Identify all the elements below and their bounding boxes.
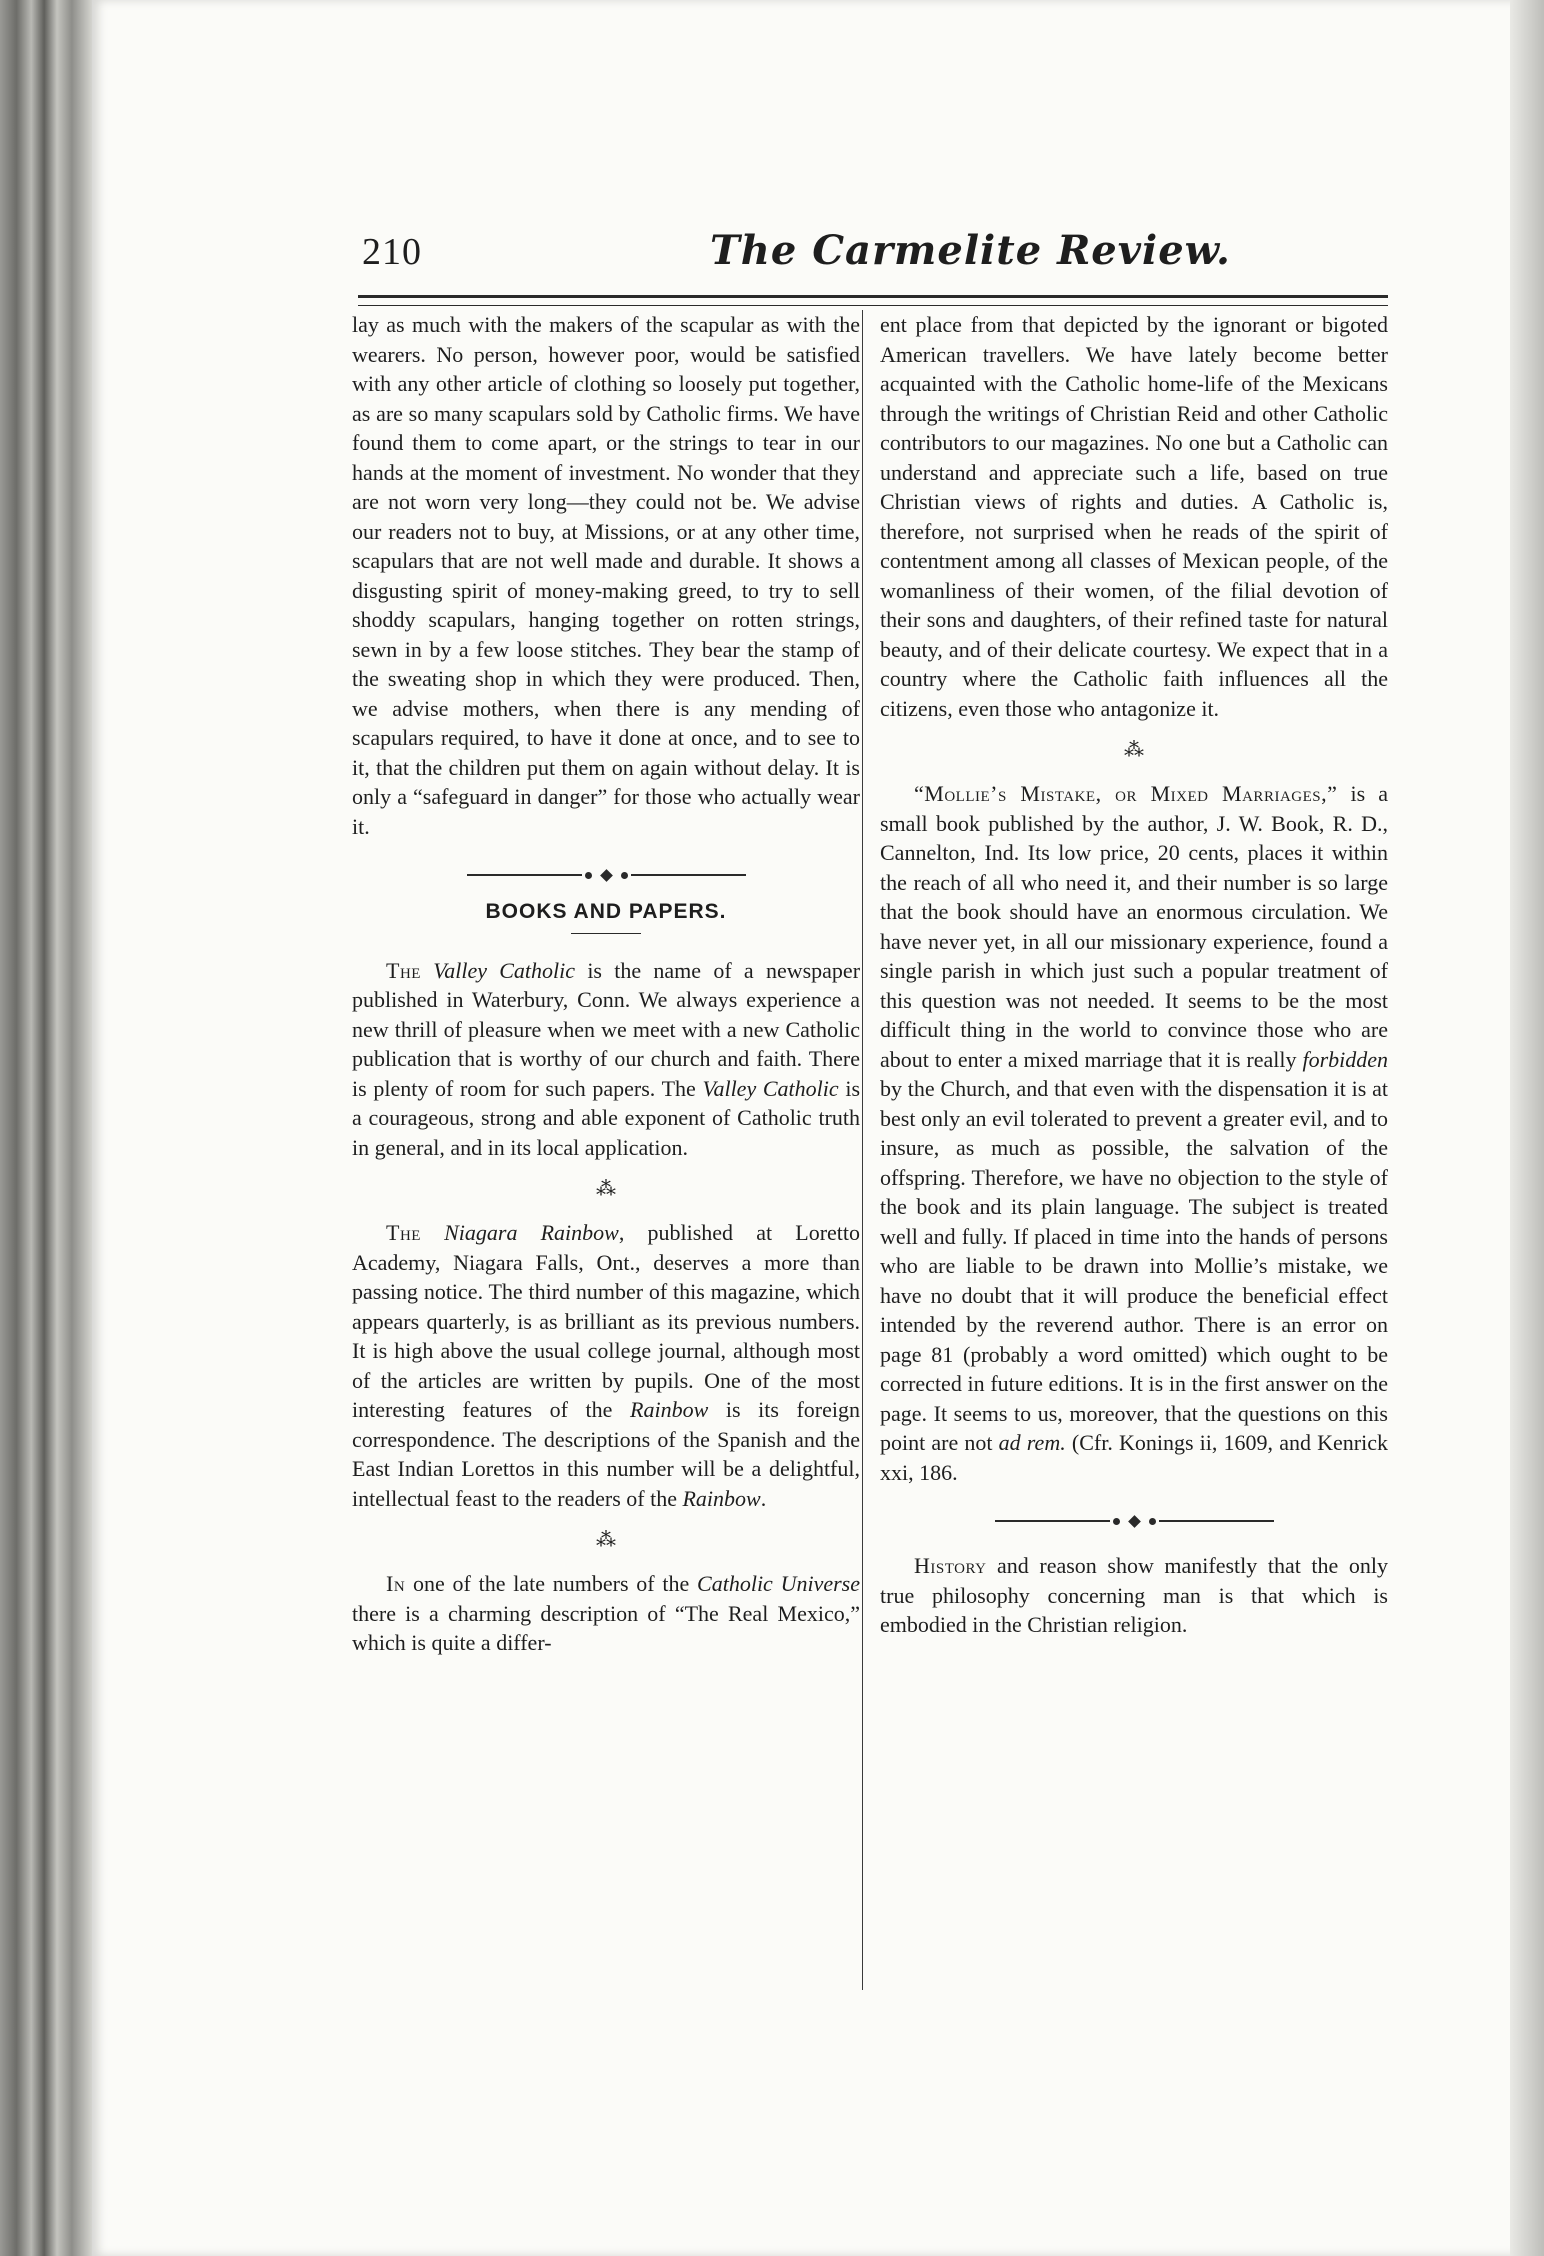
niagara-rainbow-paragraph: [352, 1218, 860, 1513]
asterism-divider: ⁂: [1124, 739, 1144, 761]
mexico-continuation-paragraph: ent place from that depicted by the ignorant or bigoted American travellers. We have lately become better acquainted with the Catholic home-life of the Mexicans through the writings of Christian Reid and other Catholic contributors to our magazines. No one but a Catholic can understand and appreciate such a life, based on true Christian views of rights and duties. A Catholic is, therefore, not surprised when he reads of the spirit of contentment among all classes of Mexican people, of the womanliness of their women, of the filial devotion of their sons and daughters, of their refined taste for natural beauty, and of their delicate courtesy. We expect that in a country where the Catholic faith influences all the citizens, even those who antagonize it.: [880, 312, 1388, 721]
left-column: [352, 310, 860, 1658]
header-rule: [358, 295, 1388, 306]
valley-catholic-paragraph: [352, 956, 860, 1163]
scapular-paragraph: lay as much with the makers of the scapular as with the wearers. No person, however poor, would be satisfied with any other article of clothing so loosely put together, as are so many scapulars sold by Catholic firms. We have found them to come apart, or the strings to tear in our hands at the moment of investment. No wonder that they are not worn very long—they could not be. We advise our readers not to buy, at Missions, or at any other time, scapulars that are not well made and durable. It shows a disgusting spirit of money-making greed, to try to sell shoddy scapulars, hanging together on rotten strings, sewn in by a few loose stitches. They bear the stamp of the sweating shop in which they were produced. Then, we advise mothers, when there is any mending of scapulars required, to have it done at once, and to see to it, that the children put them on again without delay. It is only a “safeguard in danger” for those who actually wear it.: [352, 312, 860, 839]
book-title: “Mollie’s Mistake, or Mixed Marriages,”: [914, 781, 1338, 806]
page-number: 210: [362, 231, 422, 273]
paragraph-lead: History: [914, 1553, 987, 1578]
paragraph-text: one of the late numbers of the: [412, 1571, 690, 1596]
paragraph-text: is a courageous, strong and able exponent of Catholic truth in general, and in its local application.: [352, 1075, 861, 1160]
page-header: [350, 225, 1390, 285]
section-ornament: [880, 1509, 1388, 1533]
publication-title: Valley Catholic: [702, 1075, 839, 1101]
real-mexico-paragraph: [352, 1569, 860, 1658]
publication-title: Rainbow: [630, 1397, 709, 1422]
column-divider: [862, 310, 863, 1990]
running-title: The Carmelite Review.: [710, 227, 1231, 274]
history-paragraph: [880, 1551, 1388, 1640]
paragraph-text: .: [760, 1485, 767, 1511]
book-binding-gutter: [0, 0, 92, 2256]
paragraph-text: and reason show manifestly that the only true philosophy concerning man is that which is embodied in the Christian religion.: [880, 1553, 1388, 1637]
emphasis: ad rem.: [998, 1430, 1066, 1455]
paragraph-text: by the Church, and that even with the dispensation it is at best only an evil tolerated to prevent a greater evil, and to insure, as much as possible, the salvation of the offspring. Therefore, we have no objection to the style of the book and its plain language. The subject is treated well and fully. If placed in time into the hands of persons who are liable to be drawn into Mollie’s mistake, we have no doubt that it will produce the beneficial effect intended by the reverend author. There is an error on page 81 (probably a word omitted) which ought to be corrected in future editions. It is in the first answer on the page. It seems to us, moreover, that the questions on this point are not: [880, 1076, 1388, 1455]
heading-rule: [571, 933, 641, 934]
mollies-mistake-paragraph: [880, 779, 1388, 1487]
page-edge: [1510, 0, 1544, 2256]
paragraph-text: (Cfr. Konings ii, 1609, and Kenrick xxi, 186.: [880, 1430, 1388, 1485]
paragraph-text: there is a charming description of “The Real Mexico,” which is quite a differ-: [352, 1600, 860, 1655]
asterism-divider: ⁂: [596, 1178, 616, 1200]
publication-title: Catholic Universe: [697, 1571, 861, 1596]
publication-title: Niagara Rainbow: [444, 1220, 619, 1245]
paragraph-text: , published at Loretto Academy, Niagara Falls, Ont., deserves a more than passing notice. The third number of this magazine, which appears quarterly, is as brilliant as its previous numbers. It is high above the usual college journal, although most of the articles are written by pupils. One of the most interesting features of the: [352, 1220, 861, 1422]
paragraph-lead: The: [386, 1220, 421, 1245]
emphasis: forbidden: [1302, 1046, 1389, 1072]
publication-title: Valley Catholic: [433, 957, 576, 983]
section-ornament: [352, 863, 860, 887]
right-column: [880, 310, 1388, 1640]
paragraph-lead: The: [386, 957, 421, 983]
section-heading: BOOKS AND PAPERS.: [485, 900, 727, 923]
paragraph-text: is its foreign correspondence. The descriptions of the Spanish and the East Indian Lorettos in this number will be a delightful, intellectual feast to the readers of the: [352, 1397, 861, 1511]
paragraph-text: is the name of a newspaper published in Waterbury, Conn. We always experience a new thrill of pleasure when we meet with a new Catholic publication that is worthy of our church and faith. There is plenty of room for such papers. The: [352, 957, 861, 1101]
paragraph-text: is a small book published by the author, J. W. Book, R. D., Cannelton, Ind. Its low price, 20 cents, places it within the reach of all who need it, and their number is so large that the book should have an enormous circulation. We have never yet, in all our missionary experience, found a single parish in which just such a popular treatment of this question was not needed. It seems to be the most difficult thing in the world to convince those who are about to enter a mixed marriage that it is really: [880, 781, 1389, 1072]
paragraph-lead: In: [386, 1571, 406, 1596]
publication-title: Rainbow: [682, 1485, 761, 1511]
asterism-divider: ⁂: [596, 1529, 616, 1551]
